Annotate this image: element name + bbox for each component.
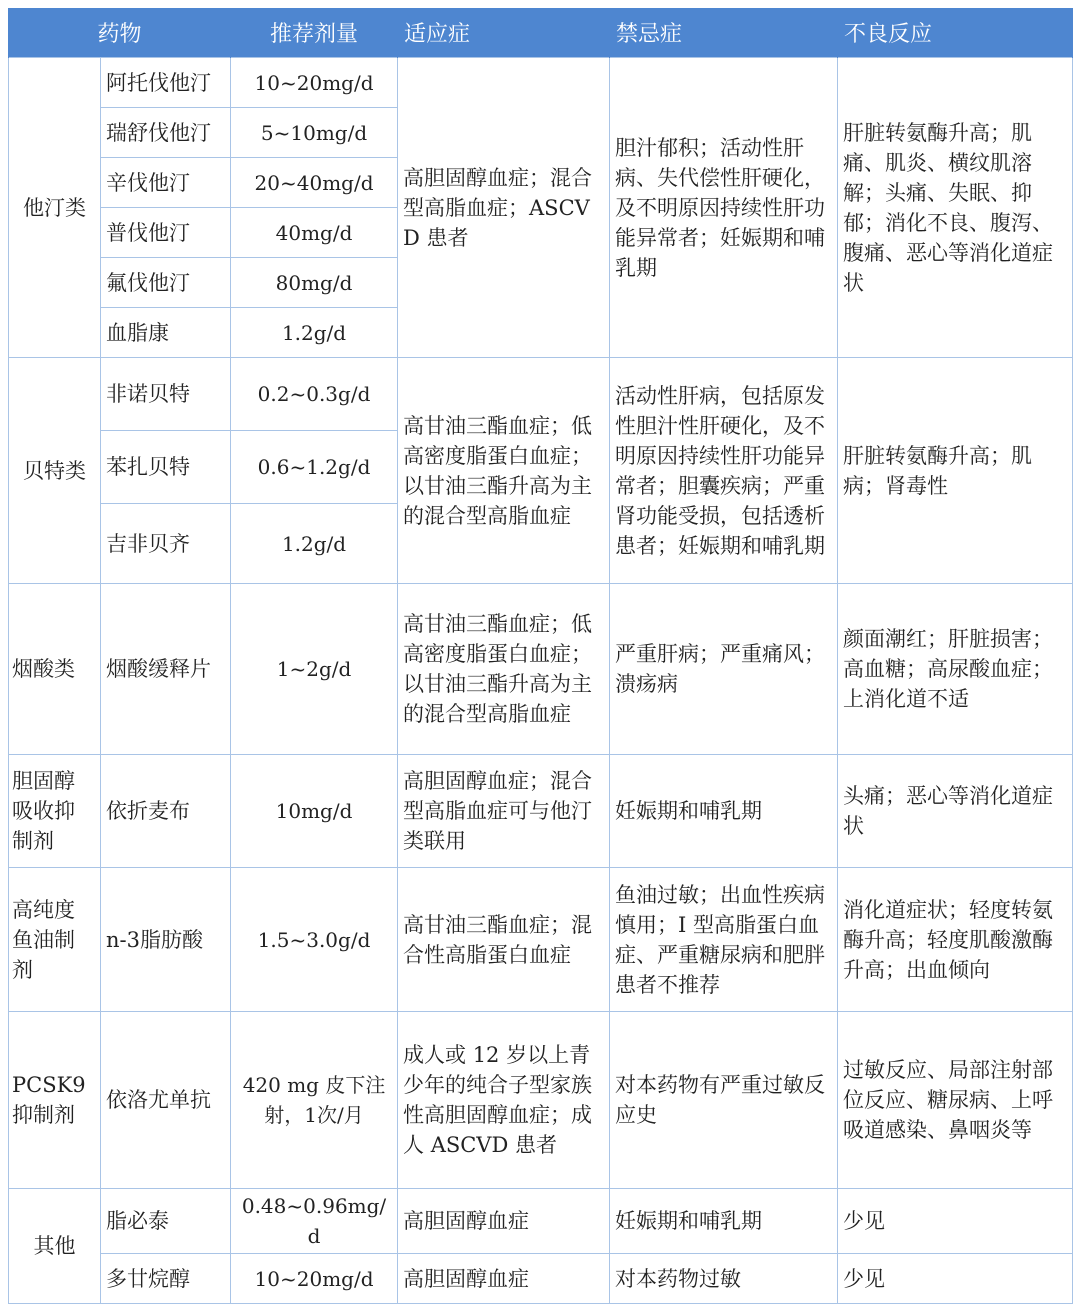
category-cell: 贝特类 <box>9 358 101 584</box>
contraindication-cell: 对本药物有严重过敏反应史 <box>610 1012 838 1189</box>
contraindication-cell: 对本药物过敏 <box>610 1254 838 1304</box>
adverse-reaction-cell: 消化道症状；轻度转氨酶升高；轻度肌酸激酶升高；出血倾向 <box>838 868 1073 1012</box>
drug-name-cell: 脂必泰 <box>101 1189 231 1254</box>
dose-cell: 40mg/d <box>231 208 398 258</box>
table-header-row <box>9 8 1073 58</box>
category-cell: 他汀类 <box>9 58 101 358</box>
indication-cell: 高甘油三酯血症；混合性高脂蛋白血症 <box>398 868 610 1012</box>
dose-cell: 0.48~0.96mg/d <box>231 1189 398 1254</box>
drug-name-cell: 氟伐他汀 <box>101 258 231 308</box>
drug-name-cell: 普伐他汀 <box>101 208 231 258</box>
dose-cell: 10mg/d <box>231 755 398 868</box>
table-row <box>9 868 1073 1012</box>
drug-name-cell: 阿托伐他汀 <box>101 58 231 108</box>
lipid-drug-table-container <box>8 8 1073 1304</box>
contraindication-cell: 严重肝病；严重痛风；溃疡病 <box>610 584 838 755</box>
lipid-drug-table <box>8 8 1073 1304</box>
table-row <box>9 1012 1073 1189</box>
indication-cell: 高胆固醇血症 <box>398 1254 610 1304</box>
dose-cell: 10~20mg/d <box>231 58 398 108</box>
dose-cell: 0.6~1.2g/d <box>231 431 398 504</box>
category-cell: 胆固醇吸收抑制剂 <box>9 755 101 868</box>
adverse-reaction-cell: 少见 <box>838 1254 1073 1304</box>
table-row <box>9 358 1073 431</box>
table-row <box>9 58 1073 108</box>
contraindication-cell: 鱼油过敏；出血性疾病慎用；I 型高脂蛋白血症、严重糖尿病和肥胖患者不推荐 <box>610 868 838 1012</box>
adverse-reaction-cell: 颜面潮红；肝脏损害；高血糖；高尿酸血症；上消化道不适 <box>838 584 1073 755</box>
drug-name-cell: 烟酸缓释片 <box>101 584 231 755</box>
drug-name-cell: 多廿烷醇 <box>101 1254 231 1304</box>
drug-name-cell: 依洛尤单抗 <box>101 1012 231 1189</box>
table-row <box>9 755 1073 868</box>
drug-name-cell: n-3脂肪酸 <box>101 868 231 1012</box>
dose-cell: 1.2g/d <box>231 308 398 358</box>
indication-cell: 高胆固醇血症；混合型高脂血症可与他汀类联用 <box>398 755 610 868</box>
table-row <box>9 1254 1073 1304</box>
drug-name-cell: 苯扎贝特 <box>101 431 231 504</box>
adverse-reaction-cell: 少见 <box>838 1189 1073 1254</box>
dose-cell: 1~2g/d <box>231 584 398 755</box>
header-adverse-reaction: 不良反应 <box>838 8 1073 58</box>
indication-cell: 高胆固醇血症；混合型高脂血症；ASCVD 患者 <box>398 58 610 358</box>
category-cell: 烟酸类 <box>9 584 101 755</box>
dose-cell: 5~10mg/d <box>231 108 398 158</box>
dose-cell: 0.2~0.3g/d <box>231 358 398 431</box>
drug-name-cell: 血脂康 <box>101 308 231 358</box>
contraindication-cell: 妊娠期和哺乳期 <box>610 1189 838 1254</box>
contraindication-cell: 妊娠期和哺乳期 <box>610 755 838 868</box>
dose-cell: 80mg/d <box>231 258 398 308</box>
dose-cell: 10~20mg/d <box>231 1254 398 1304</box>
dose-cell: 1.5~3.0g/d <box>231 868 398 1012</box>
drug-name-cell: 依折麦布 <box>101 755 231 868</box>
drug-name-cell: 非诺贝特 <box>101 358 231 431</box>
dose-cell: 20~40mg/d <box>231 158 398 208</box>
header-indication: 适应症 <box>398 8 610 58</box>
drug-name-cell: 辛伐他汀 <box>101 158 231 208</box>
category-cell: PCSK9抑制剂 <box>9 1012 101 1189</box>
adverse-reaction-cell: 肝脏转氨酶升高；肌痛、肌炎、横纹肌溶解；头痛、失眠、抑郁；消化不良、腹泻、腹痛、恶心等消化道症状 <box>838 58 1073 358</box>
header-dose: 推荐剂量 <box>231 8 398 58</box>
contraindication-cell: 活动性肝病，包括原发性胆汁性肝硬化，及不明原因持续性肝功能异常者；胆囊疾病；严重肾功能受损，包括透析患者；妊娠期和哺乳期 <box>610 358 838 584</box>
category-cell: 高纯度鱼油制剂 <box>9 868 101 1012</box>
dose-cell: 420 mg 皮下注射，1次/月 <box>231 1012 398 1189</box>
adverse-reaction-cell: 肝脏转氨酶升高；肌病；肾毒性 <box>838 358 1073 584</box>
indication-cell: 高甘油三酯血症；低高密度脂蛋白血症；以甘油三酯升高为主的混合型高脂血症 <box>398 358 610 584</box>
table-row <box>9 584 1073 755</box>
indication-cell: 高甘油三酯血症；低高密度脂蛋白血症；以甘油三酯升高为主的混合型高脂血症 <box>398 584 610 755</box>
drug-name-cell: 瑞舒伐他汀 <box>101 108 231 158</box>
adverse-reaction-cell: 过敏反应、局部注射部位反应、糖尿病、上呼吸道感染、鼻咽炎等 <box>838 1012 1073 1189</box>
indication-cell: 成人或 12 岁以上青少年的纯合子型家族性高胆固醇血症；成人 ASCVD 患者 <box>398 1012 610 1189</box>
drug-name-cell: 吉非贝齐 <box>101 504 231 584</box>
table-row <box>9 1189 1073 1254</box>
dose-cell: 1.2g/d <box>231 504 398 584</box>
indication-cell: 高胆固醇血症 <box>398 1189 610 1254</box>
header-contraindication: 禁忌症 <box>610 8 838 58</box>
adverse-reaction-cell: 头痛；恶心等消化道症状 <box>838 755 1073 868</box>
contraindication-cell: 胆汁郁积；活动性肝病、失代偿性肝硬化，及不明原因持续性肝功能异常者；妊娠期和哺乳期 <box>610 58 838 358</box>
header-drug: 药物 <box>9 8 231 58</box>
category-cell: 其他 <box>9 1189 101 1304</box>
